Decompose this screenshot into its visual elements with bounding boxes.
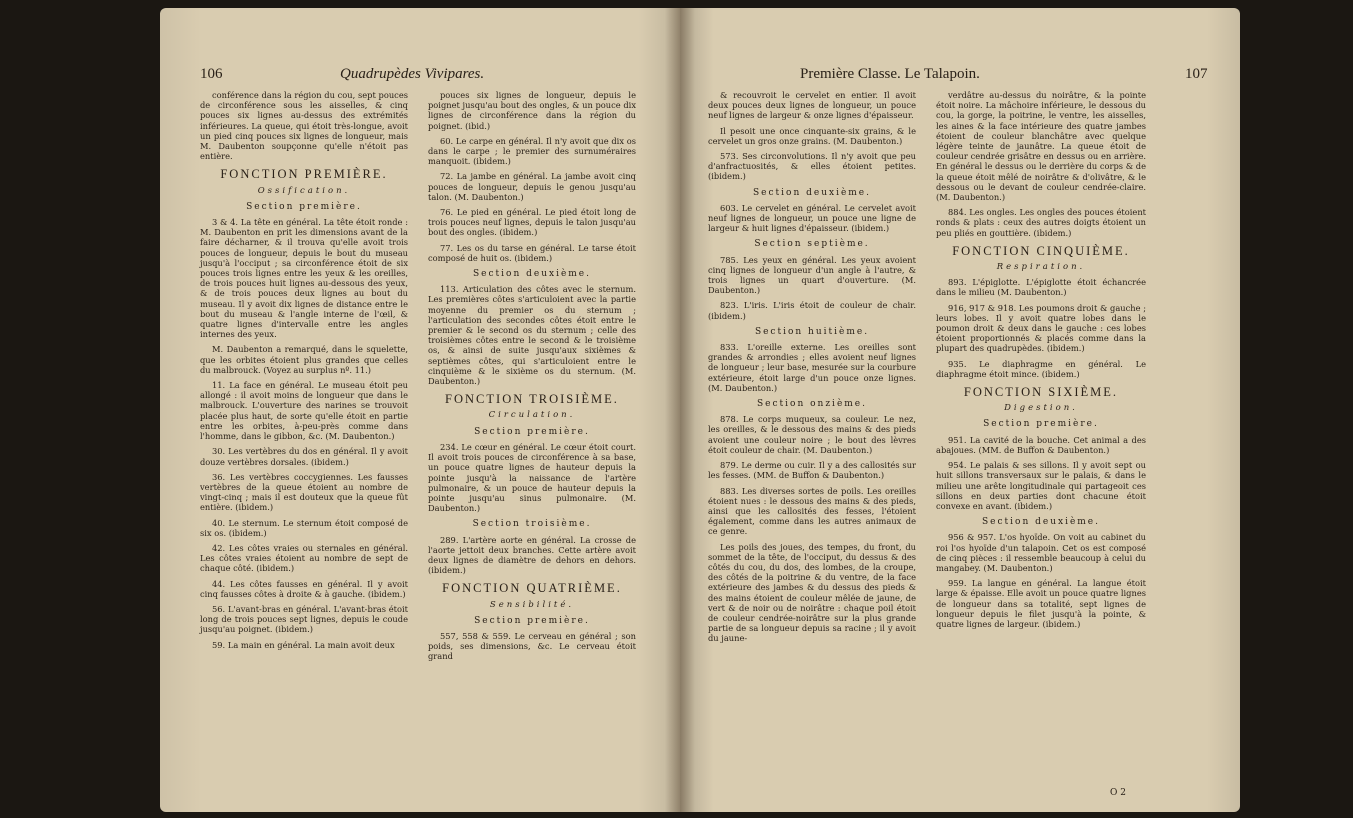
section-heading: FONCTION CINQUIÈME. <box>952 243 1130 258</box>
paragraph: 557, 558 & 559. Le cerveau en général ; son poids, ses dimensions, &c. Le cerveau étoit grand <box>428 630 636 662</box>
running-title-left: Quadrupèdes Vivipares. <box>340 66 485 82</box>
paragraph: 785. Les yeux en général. Les yeux avoient cinq lignes de longueur d'un angle à l'autre, & trois lignes un quart d'ouverture. (M. Daubenton.) <box>708 254 916 296</box>
paragraph: 603. Le cervelet en général. Le cervelet avoit neuf lignes de longueur, un pouce une ligne de largeur & huit lignes d'épaisseur. (ibidem.) <box>708 202 916 234</box>
paragraph: 77. Les os du tarse en général. Le tarse étoit composé de huit os. (ibidem.) <box>428 242 636 263</box>
left-column-1 <box>200 90 408 655</box>
paragraph: 879. Le derme ou cuir. Il y a des callosités sur les fesses. (MM. de Buffon & Daubenton.) <box>708 460 916 481</box>
right-column-2 <box>936 90 1146 634</box>
section-heading: Circulation. <box>488 410 576 421</box>
section-heading: Section deuxième. <box>753 187 871 198</box>
section-heading: Section deuxième. <box>982 517 1100 528</box>
section-heading: Section première. <box>474 426 590 437</box>
paragraph: 42. Les côtes vraies ou sternales en général. Les côtes vraies étoient au nombre de sept de chaque côté. (ibidem.) <box>200 542 408 574</box>
section-heading: Section première. <box>474 615 590 626</box>
paragraph: 36. Les vertèbres coccygiennes. Les fausses vertèbres de la queue étoient au nombre de vingt-cinq ; mais il est douteux que la queue fût entière. (ibidem.) <box>200 471 408 513</box>
paragraph: 956 & 957. L'os hyoïde. On voit au cabinet du roi l'os hyoïde d'un talapoin. Cet os est composé de cinq pièces : il ressemble beaucoup à celui du mangabey. (M. Daubenton.) <box>936 532 1146 573</box>
section-heading: Section deuxième. <box>473 269 591 280</box>
left-column-2 <box>428 90 636 667</box>
paragraph: 951. La cavité de la bouche. Cet animal a des abajoues. (MM. de Buffon & Daubenton.) <box>936 434 1146 455</box>
paragraph: Il pesoit une once cinquante-six grains, & le cervelet un gros onze grains. (M. Daubenton.) <box>708 125 916 146</box>
signature-mark: O 2 <box>1110 788 1126 798</box>
section-heading: Ossification. <box>257 185 351 196</box>
paragraph: 573. Ses circonvolutions. Il n'y avoit que peu d'anfractuosités, & elles étoient petites. (ibidem.) <box>708 151 916 182</box>
paragraph: 823. L'iris. L'iris étoit de couleur de chair. (ibidem.) <box>708 300 916 321</box>
paragraph: 59. La main en général. La main avoit deux <box>212 639 395 650</box>
paragraph: 113. Articulation des côtes avec le sternum. Les premières côtes s'articuloient avec la partie moyenne du premier os du sternum ; l'articulation des secondes côtes étoit entre le premier & le second os du sternum ; celle des troisièmes côtes entre le second & le troisième os, & ainsi de suite jusqu'aux sixièmes & septièmes côtes, qui s'articuloient entre le cinquième & le sixième os du sternum. (M. Daubenton.) <box>428 284 636 387</box>
paragraph: 76. Le pied en général. Le pied étoit long de trois pouces neuf lignes, depuis le talon jusqu'au bout des ongles. (ibidem.) <box>428 207 636 238</box>
paragraph: 3 & 4. La tête en général. La tête étoit ronde : M. Daubenton en prit les dimensions avant de la faire décharner, & il trouva qu'elle avoit trois pouces de longueur, depuis le bout du museau jusqu'à l'occiput ; sa circonférence étoit de six pouces trois lignes entre les yeux & les oreilles, de trois pouces huit lignes au-dessous des yeux, & de trois pouces deux lignes au bout du museau. Il y avoit dix lignes de distance entre le bout du museau & l'angle interne de l'œil, & quatre lignes d'intervalle entre les angles internes des yeux. <box>200 217 408 340</box>
section-heading: Section première. <box>983 419 1099 430</box>
paragraph: verdâtre au-dessus du noirâtre, & la pointe étoit noire. La mâchoire inférieure, le dessous du cou, la gorge, la poitrine, le ventre, les aisselles, les aines & la face intérieure des quatre jambes étoient de couleur blanchâtre avec quelque légère teinte de jaunâtre. La queue étoit de couleur cendrée grisâtre en dessus ou en arrière. En général le dessus ou le derrière du corps & de la queue étoit mêlé de noirâtre & d'olivâtre, & le dessous ou le devant de couleur cendrée-claire. (M. Daubenton.) <box>936 90 1146 203</box>
paragraph: 30. Les vertèbres du dos en général. Il y avoit douze vertèbres dorsales. (ibidem.) <box>200 446 408 467</box>
page-number-left: 106 <box>200 66 223 82</box>
section-heading: FONCTION TROISIÈME. <box>445 392 619 407</box>
section-heading: Section première. <box>246 201 362 212</box>
section-heading: Digestion. <box>1004 403 1078 414</box>
paragraph: 289. L'artère aorte en général. La crosse de l'aorte jettoit deux branches. Cette artère avoit deux lignes de diamètre de dehors en dehors. (ibidem.) <box>428 534 636 576</box>
right-column-1 <box>708 90 916 649</box>
open-book <box>160 8 1240 812</box>
page-number-right: 107 <box>1185 66 1208 82</box>
paragraph: 72. La jambe en général. La jambe avoit cinq pouces de longueur, depuis le genou jusqu'au talon. (M. Daubenton.) <box>428 171 636 202</box>
paragraph: pouces six lignes de longueur, depuis le poignet jusqu'au bout des ongles, & un pouce dix lignes de circonférence dans la région du poignet. (ibid.) <box>428 90 636 131</box>
paragraph: 959. La langue en général. La langue étoit large & épaisse. Elle avoit un pouce quatre lignes de longueur dans sa totalité, sept lignes de longueur depuis le filet jusqu'à la pointe, & quatre lignes de largeur. (ibidem.) <box>936 578 1146 629</box>
paragraph: 883. Les diverses sortes de poils. Les oreilles étoient nues : le dessous des mains & des pieds, ainsi que les callosités des fesses, l'étoient également, comme dans les autres animaux de ce genre. <box>708 485 916 537</box>
paragraph: 56. L'avant-bras en général. L'avant-bras étoit long de trois pouces sept lignes, depuis le coude jusqu'au poignet. (ibidem.) <box>200 603 408 635</box>
paragraph: 234. Le cœur en général. Le cœur étoit court. Il avoit trois pouces de circonférence à sa base, un pouce quatre lignes de hauteur depuis la pointe jusqu'à la naissance de l'artère pulmonaire, & un pouce de hauteur depuis la pointe jusqu'au sinus pulmonaire. (M. Daubenton.) <box>428 441 636 514</box>
section-heading: Section huitième. <box>754 326 870 337</box>
paragraph: M. Daubenton a remarqué, dans le squelette, que les orbites étoient plus grandes que celles du malbrouck. (Voyez au surplus nº. 11.) <box>200 344 408 375</box>
section-heading: FONCTION QUATRIÈME. <box>442 581 622 596</box>
paragraph: conférence dans la région du cou, sept pouces de circonférence sous les aisselles, & cinq pouces six lignes au-dessus des extrémités inférieures. La queue, qui étoit très-longue, avoit un pied cinq pouces six lignes de longueur, mais M. Daubenton soupçonne qu'elle n'étoit pas entière. <box>200 90 408 162</box>
paragraph: 11. La face en général. Le museau étoit peu allongé : il avoit moins de longueur que dans le malbrouck. L'ouverture des narines se trouvoit placée plus haut, de sorte qu'elle étoit en partie entre les orbites, à-peu-près comme dans l'homme, dans le gibbon, &c. (M. Daubenton.) <box>200 380 408 442</box>
paragraph: 878. Le corps muqueux, sa couleur. Le nez, les oreilles, & le dessous des mains & des pieds avoient une couleur noire ; le bout des lèvres étoit couleur de chair. (M. Daubenton.) <box>708 414 916 455</box>
section-heading: Section troisième. <box>472 519 592 530</box>
running-title-right: Première Classe. Le Talapoin. <box>800 66 980 82</box>
paragraph: 884. Les ongles. Les ongles des pouces étoient ronds & plats : ceux des autres doigts étoient un peu pliés en gouttière. (ibidem.) <box>936 207 1146 238</box>
section-heading: Sensibilité. <box>489 599 575 610</box>
paragraph: 40. Le sternum. Le sternum étoit composé de six os. (ibidem.) <box>200 517 408 538</box>
book-gutter <box>665 8 695 812</box>
section-heading: Section onzième. <box>757 399 867 410</box>
paragraph: 916, 917 & 918. Les poumons droit & gauche ; leurs lobes. Il y avoit quatre lobes dans le poumon droit & deux dans le gauche : ces lobes étoient proportionnés & placés comme dans la plupart des quadrupèdes. (ibidem.) <box>936 302 1146 354</box>
section-heading: Respiration. <box>996 262 1086 273</box>
left-page <box>160 8 680 812</box>
section-heading: FONCTION SIXIÈME. <box>963 385 1119 400</box>
paragraph: 60. Le carpe en général. Il n'y avoit que dix os dans le carpe ; le premier des surnuméraires manquoit. (ibidem.) <box>428 135 636 167</box>
paragraph: 954. Le palais & ses sillons. Il y avoit sept ou huit sillons transversaux sur le palais, & dans le milieu une arête longitudinale qui partageoit ces sillons en deux parties dont chacune étoit convexe en avant. (ibidem.) <box>936 460 1146 511</box>
paragraph: 833. L'oreille externe. Les oreilles sont grandes & arrondies ; elles avoient neuf lignes de longueur ; leur base, mesurée sur la courbure extérieure, étoit large d'un pouce onze lignes. (M. Daubenton.) <box>708 342 916 393</box>
paragraph: 893. L'épiglotte. L'épiglotte étoit échancrée dans le milieu (M. Daubenton.) <box>936 277 1146 298</box>
section-heading: FONCTION PREMIÈRE. <box>220 167 388 182</box>
paragraph: 935. Le diaphragme en général. Le diaphragme étoit mince. (ibidem.) <box>936 358 1146 379</box>
paragraph: Les poils des joues, des tempes, du front, du sommet de la tête, de l'occiput, du dessus & des côtés du cou, du dos, des lombes, de la croupe, des côtés de la poitrine & du ventre, de la face extérieure des jambes & du dessus des pieds & des mains étoient de couleur mêlée de jaune, de vert & de noir ou de noirâtre : chaque poil étoit de couleur cendrée-noirâtre sur la plus grande partie de sa longueur depuis sa racine ; il y avoit du jaune- <box>708 541 916 644</box>
right-page <box>680 8 1240 812</box>
paragraph: 44. Les côtes fausses en général. Il y avoit cinq fausses côtes à droite & à gauche. (ibidem.) <box>200 578 408 599</box>
paragraph: & recouvroit le cervelet en entier. Il avoit deux pouces deux lignes de longueur, un pouce neuf lignes de largeur & onze lignes d'épaisseur. <box>708 90 916 121</box>
section-heading: Section septième. <box>754 239 870 250</box>
